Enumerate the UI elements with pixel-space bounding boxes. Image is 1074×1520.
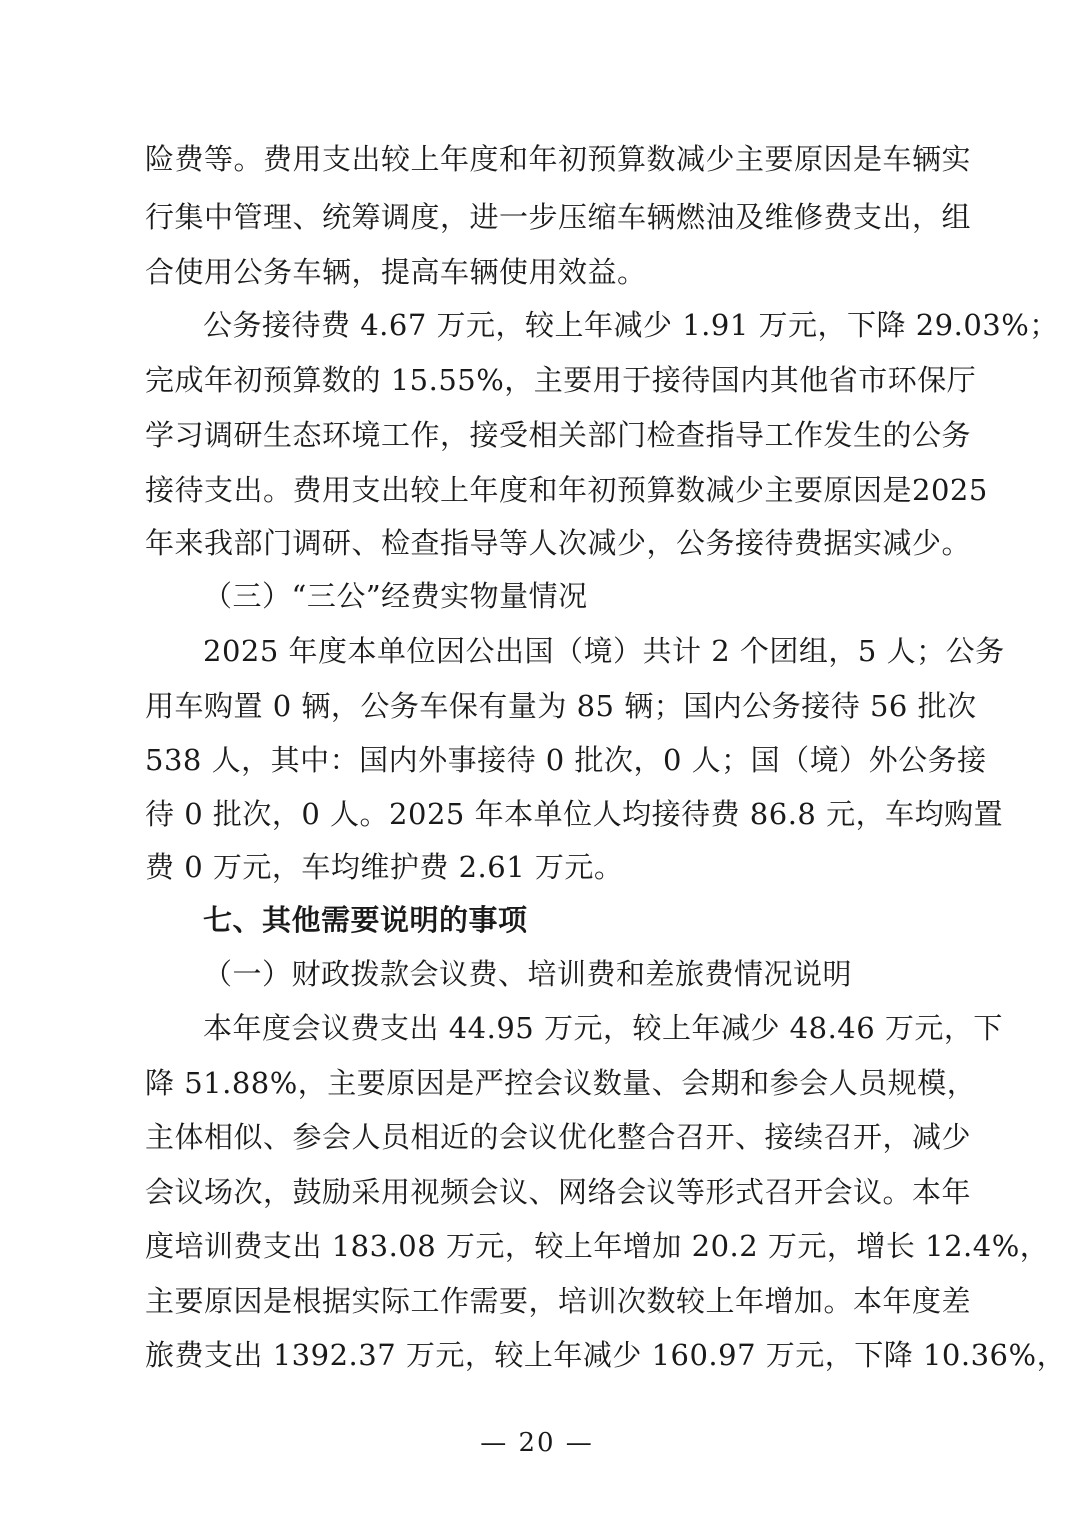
paragraph-line: 合使用公务车辆，提高车辆使用效益。 — [145, 255, 647, 289]
paragraph-line: 降 51.88%，主要原因是严控会议数量、会期和参会人员规模， — [145, 1066, 977, 1100]
paragraph-line: 险费等。费用支出较上年度和年初预算数减少主要原因是车辆实 — [145, 142, 972, 176]
paragraph-line: 完成年初预算数的 15.55%，主要用于接待国内其他省市环保厅 — [145, 363, 977, 397]
paragraph-line: 度培训费支出 183.08 万元，较上年增加 20.2 万元，增长 12.4%， — [145, 1229, 1050, 1263]
paragraph-line: 538 人，其中：国内外事接待 0 批次，0 人；国（境）外公务接 — [145, 743, 987, 777]
paragraph-line: 行集中管理、统筹调度，进一步压缩车辆燃油及维修费支出，组 — [145, 200, 972, 234]
paragraph-line: 2025 年度本单位因公出国（境）共计 2 个团组，5 人；公务 — [203, 634, 1005, 668]
paragraph-line: 本年度会议费支出 44.95 万元，较上年减少 48.46 万元，下 — [203, 1011, 1003, 1045]
paragraph-line: 公务接待费 4.67 万元，较上年减少 1.91 万元，下降 29.03%； — [203, 308, 1059, 342]
subsection-heading: （一）财政拨款会议费、培训费和差旅费情况说明 — [203, 957, 853, 991]
paragraph-line: 用车购置 0 辆，公务车保有量为 85 辆；国内公务接待 56 批次 — [145, 689, 977, 723]
paragraph-line: 费 0 万元，车均维护费 2.61 万元。 — [145, 850, 624, 884]
paragraph-line: 年来我部门调研、检查指导等人次减少，公务接待费据实减少。 — [145, 526, 972, 560]
paragraph-line: 接待支出。费用支出较上年度和年初预算数减少主要原因是2025 — [145, 473, 988, 507]
paragraph-line: 主体相似、参会人员相近的会议优化整合召开、接续召开，减少 — [145, 1120, 972, 1154]
page-number: — 20 — — [480, 1428, 594, 1458]
paragraph-line: 学习调研生态环境工作，接受相关部门检查指导工作发生的公务 — [145, 418, 972, 452]
paragraph-line: 待 0 批次，0 人。2025 年本单位人均接待费 86.8 元，车均购置 — [145, 797, 1004, 831]
paragraph-line: 主要原因是根据实际工作需要，培训次数较上年增加。本年度差 — [145, 1284, 972, 1318]
paragraph-line: 旅费支出 1392.37 万元，较上年减少 160.97 万元，下降 10.36%， — [145, 1338, 1067, 1372]
paragraph-line: 会议场次，鼓励采用视频会议、网络会议等形式召开会议。本年 — [145, 1175, 972, 1209]
section-heading: 七、其他需要说明的事项 — [203, 903, 528, 937]
subsection-heading: （三）“三公”经费实物量情况 — [203, 579, 588, 613]
